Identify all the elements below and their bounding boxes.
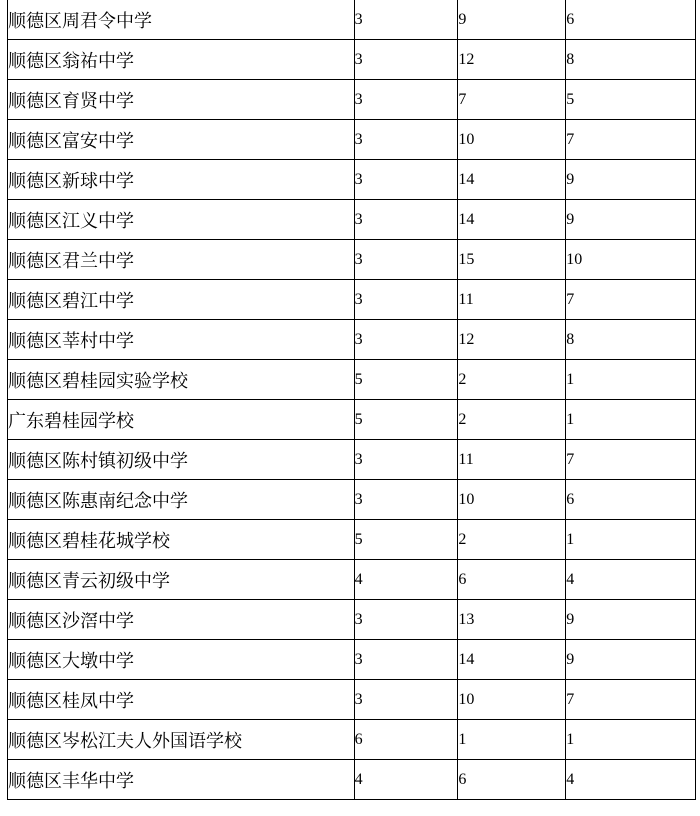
value-cell-3: 9 [566,200,696,240]
table-row [8,320,696,360]
value-cell-3: 8 [566,320,696,360]
value-cell-3: 1 [566,360,696,400]
school-name-cell: 顺德区新球中学 [8,160,355,200]
value-cell-1: 5 [354,520,458,560]
school-name-cell: 顺德区岑松江夫人外国语学校 [8,720,355,760]
value-cell-1: 3 [354,40,458,80]
value-cell-2: 10 [458,680,566,720]
value-cell-1: 3 [354,240,458,280]
value-cell-1: 3 [354,120,458,160]
value-cell-2: 11 [458,440,566,480]
value-cell-3: 9 [566,600,696,640]
value-cell-1: 3 [354,440,458,480]
value-cell-2: 10 [458,480,566,520]
value-cell-1: 3 [354,0,458,40]
school-name-cell: 顺德区大墩中学 [8,640,355,680]
value-cell-3: 1 [566,520,696,560]
table-row [8,520,696,560]
value-cell-3: 7 [566,440,696,480]
value-cell-2: 2 [458,400,566,440]
value-cell-1: 6 [354,720,458,760]
value-cell-2: 14 [458,160,566,200]
value-cell-2: 10 [458,120,566,160]
value-cell-1: 4 [354,560,458,600]
school-name-cell: 顺德区江义中学 [8,200,355,240]
school-name-cell: 顺德区丰华中学 [8,760,355,800]
table-row [8,80,696,120]
value-cell-1: 4 [354,760,458,800]
value-cell-3: 4 [566,760,696,800]
value-cell-2: 6 [458,760,566,800]
school-name-cell: 顺德区莘村中学 [8,320,355,360]
table-row [8,560,696,600]
value-cell-2: 7 [458,80,566,120]
value-cell-1: 5 [354,400,458,440]
value-cell-3: 4 [566,560,696,600]
value-cell-3: 1 [566,720,696,760]
school-name-cell: 顺德区陈惠南纪念中学 [8,480,355,520]
value-cell-3: 7 [566,120,696,160]
value-cell-3: 9 [566,160,696,200]
value-cell-1: 3 [354,200,458,240]
value-cell-3: 10 [566,240,696,280]
value-cell-2: 12 [458,40,566,80]
table-row [8,480,696,520]
value-cell-3: 6 [566,0,696,40]
value-cell-3: 7 [566,280,696,320]
value-cell-2: 15 [458,240,566,280]
value-cell-3: 7 [566,680,696,720]
table-row [8,0,696,40]
value-cell-3: 6 [566,480,696,520]
table-row [8,400,696,440]
table-row [8,720,696,760]
value-cell-1: 3 [354,80,458,120]
value-cell-2: 14 [458,200,566,240]
value-cell-2: 9 [458,0,566,40]
school-name-cell: 顺德区陈村镇初级中学 [8,440,355,480]
school-name-cell: 顺德区沙滘中学 [8,600,355,640]
table-row [8,360,696,400]
table-row [8,40,696,80]
value-cell-2: 6 [458,560,566,600]
value-cell-2: 13 [458,600,566,640]
value-cell-2: 11 [458,280,566,320]
school-name-cell: 顺德区桂凤中学 [8,680,355,720]
school-name-cell: 顺德区君兰中学 [8,240,355,280]
value-cell-1: 3 [354,600,458,640]
school-name-cell: 顺德区碧桂花城学校 [8,520,355,560]
school-name-cell: 顺德区碧江中学 [8,280,355,320]
table-row [8,200,696,240]
value-cell-2: 14 [458,640,566,680]
value-cell-3: 1 [566,400,696,440]
school-name-cell: 顺德区周君令中学 [8,0,355,40]
school-name-cell: 顺德区碧桂园实验学校 [8,360,355,400]
value-cell-1: 3 [354,160,458,200]
value-cell-1: 3 [354,320,458,360]
table-row [8,160,696,200]
table-row [8,280,696,320]
value-cell-1: 5 [354,360,458,400]
table-row [8,440,696,480]
table-row [8,760,696,800]
school-name-cell: 顺德区青云初级中学 [8,560,355,600]
school-name-cell: 广东碧桂园学校 [8,400,355,440]
value-cell-1: 3 [354,280,458,320]
value-cell-2: 2 [458,360,566,400]
table-row [8,240,696,280]
value-cell-1: 3 [354,480,458,520]
school-name-cell: 顺德区育贤中学 [8,80,355,120]
table-row [8,120,696,160]
value-cell-1: 3 [354,680,458,720]
value-cell-2: 2 [458,520,566,560]
value-cell-2: 1 [458,720,566,760]
school-table [7,0,696,800]
table-row [8,600,696,640]
school-name-cell: 顺德区富安中学 [8,120,355,160]
table-row [8,640,696,680]
table-body [8,0,696,800]
school-name-cell: 顺德区翁祐中学 [8,40,355,80]
value-cell-3: 5 [566,80,696,120]
value-cell-2: 12 [458,320,566,360]
value-cell-1: 3 [354,640,458,680]
value-cell-3: 9 [566,640,696,680]
table-row [8,680,696,720]
value-cell-3: 8 [566,40,696,80]
